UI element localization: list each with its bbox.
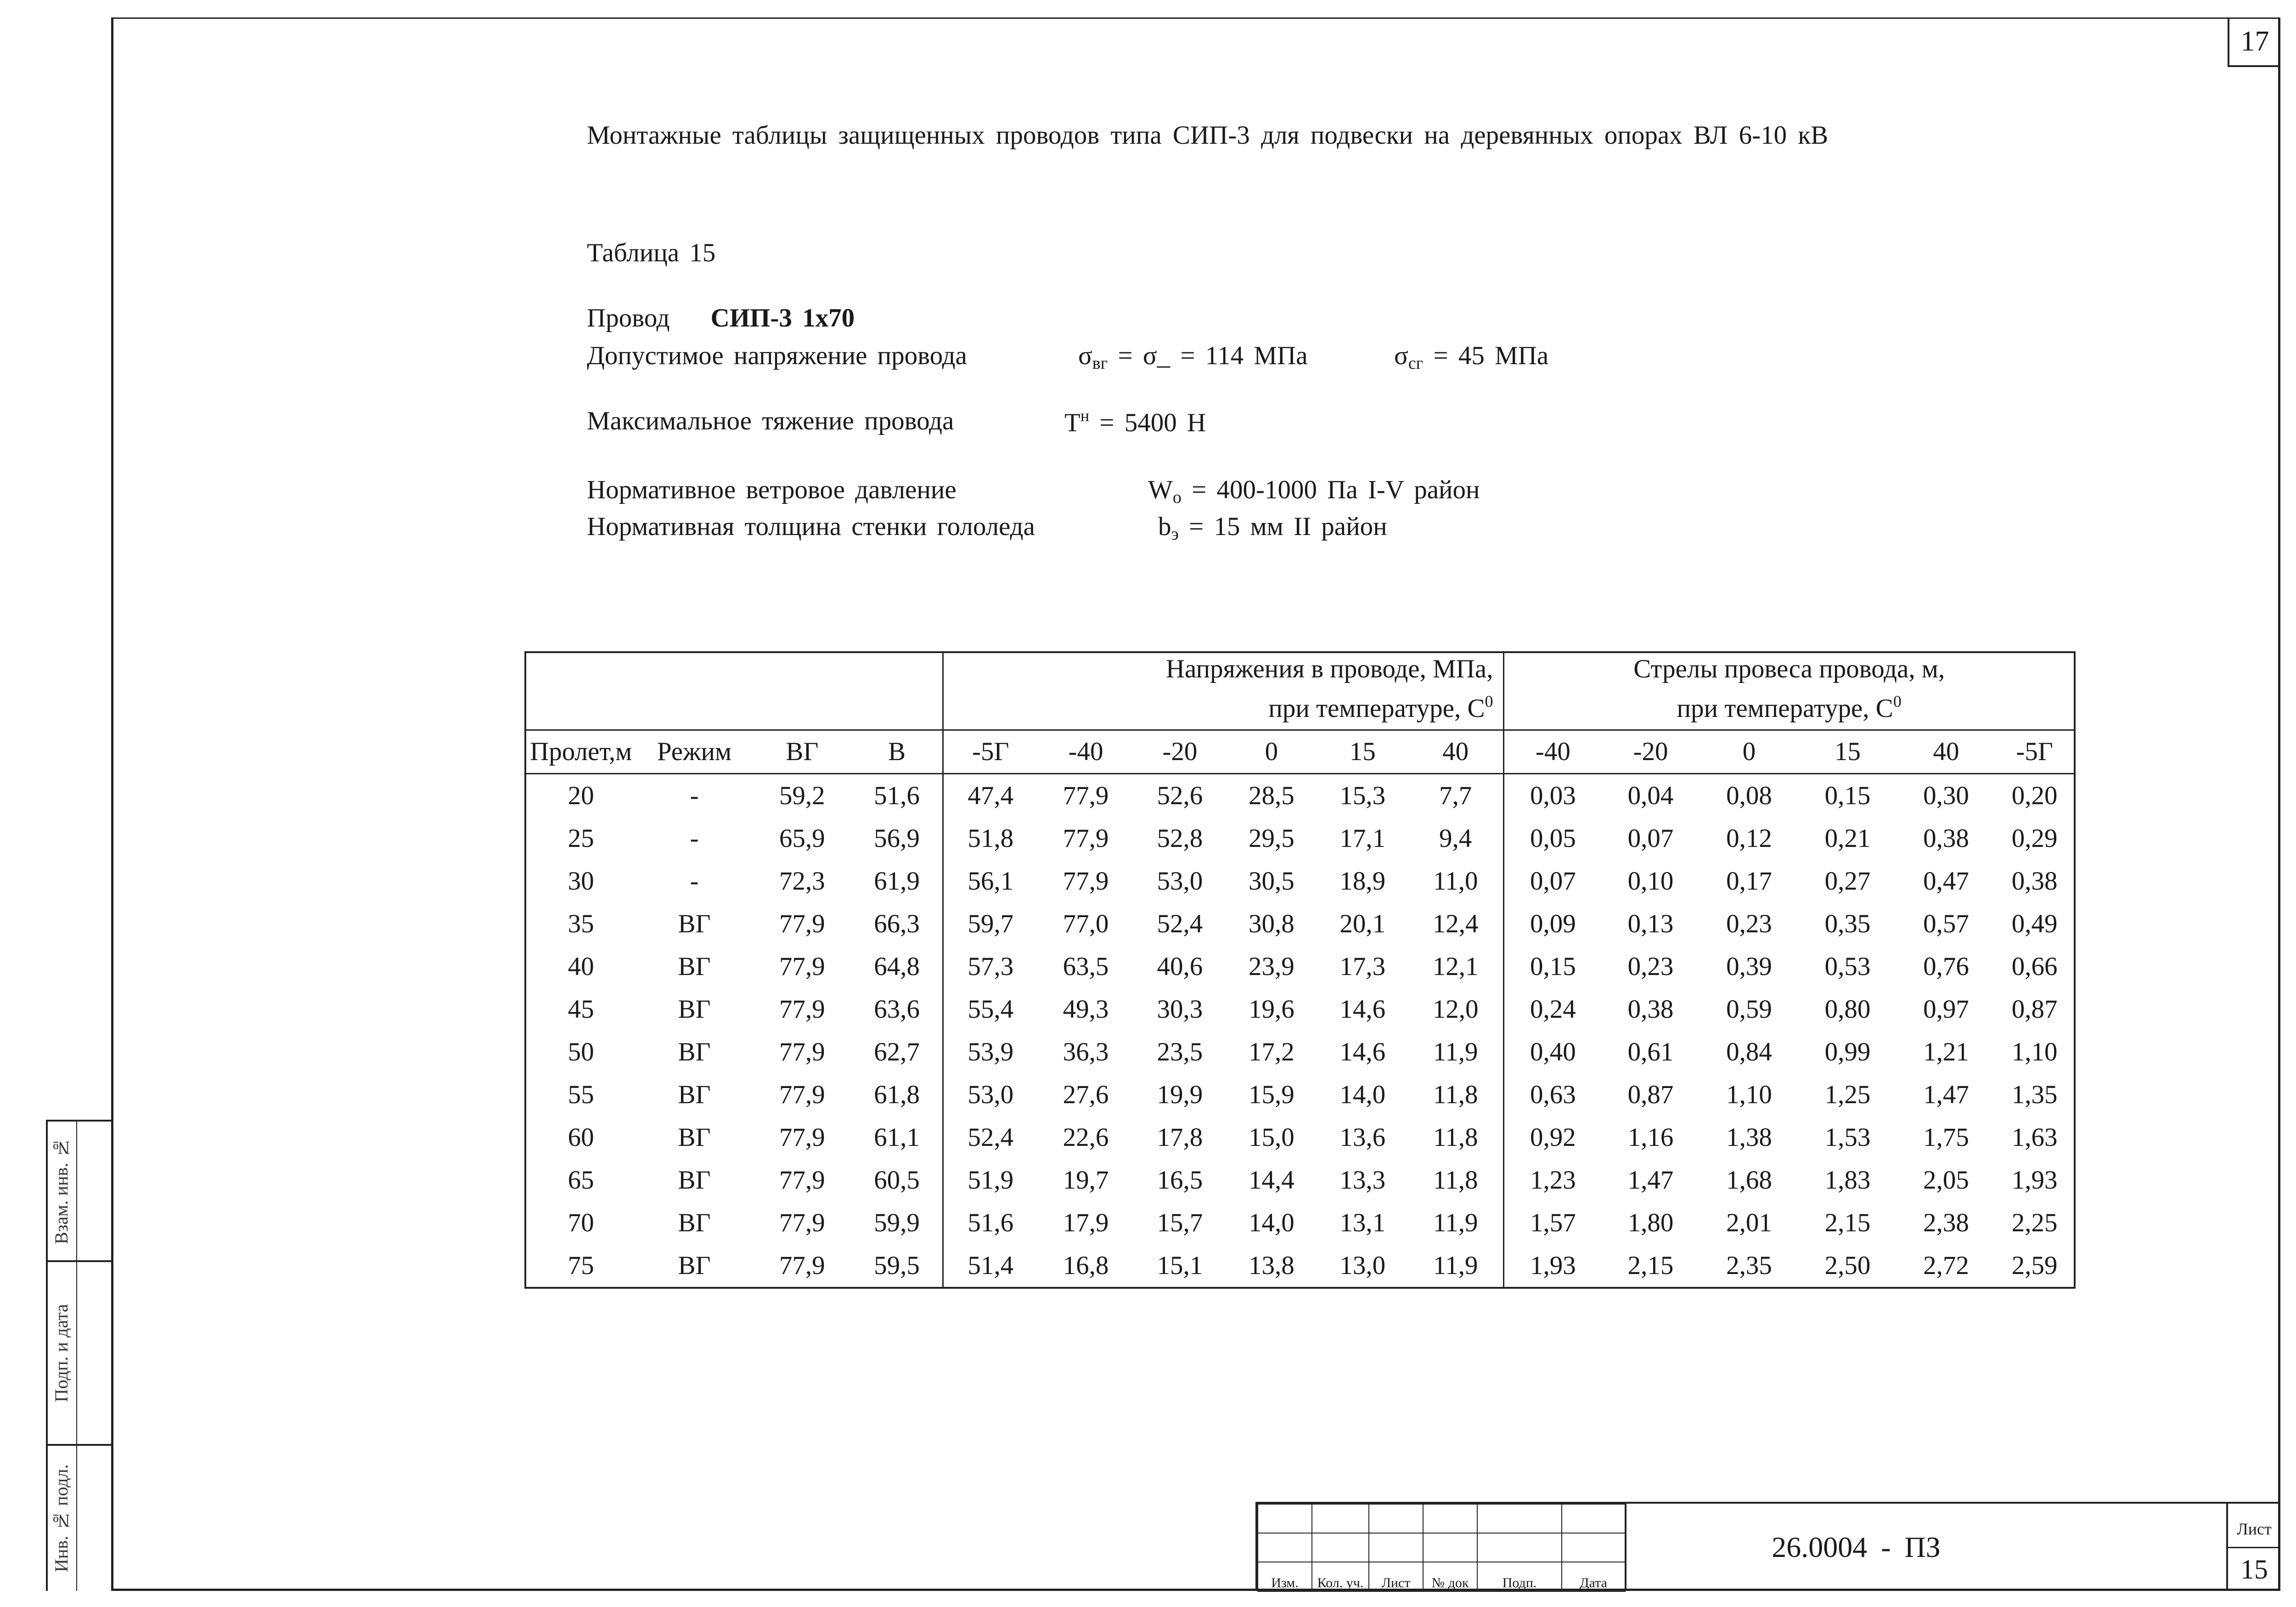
table-cell: 51,6 [943,1201,1038,1244]
col-mode-header: Режим [636,730,753,774]
table-cell: 1,75 [1923,1122,1969,1152]
table-cell: 0,63 [1504,1073,1601,1116]
table-cell: 66,3 [874,909,920,938]
table-cell: 27,6 [1063,1080,1109,1109]
table-cell: 2,59 [2011,1251,2058,1280]
table-cell: 59,7 [943,902,1038,945]
rev-col-ndok: № док [1423,1562,1477,1591]
table-row [525,1031,2075,1073]
table-cell: 30 [568,866,594,896]
table-cell: 1,16 [1627,1122,1674,1152]
col-sag-m5g-header: -5Г [1995,730,2075,774]
col-span-header: Пролет,м [525,730,636,774]
table-cell: 15,7 [1157,1208,1203,1237]
table-cell: 12,1 [1432,952,1479,981]
table-cell: 0,35 [1824,909,1871,938]
table-cell: 25 [568,823,594,853]
col-sag-0-header: 0 [1700,730,1798,774]
table-cell: 77,9 [779,1165,825,1195]
col-stress-40-header: 40 [1408,730,1504,774]
inv-podl-label: Инв. № подл. [51,1464,72,1573]
table-cell: 0,92 [1504,1116,1601,1159]
table-cell: 0,80 [1824,994,1871,1024]
table-row [525,902,2075,945]
table-row [525,1073,2075,1116]
table-cell: ВГ [678,1080,711,1109]
table-cell: 55,4 [943,988,1038,1031]
table-cell: ВГ [678,1208,711,1237]
table-cell: 9,4 [1439,823,1472,853]
col-stress-15-header: 15 [1317,730,1408,774]
podp-data-label: Подп. и дата [51,1304,72,1402]
table-cell: 0,59 [1726,994,1772,1024]
table-cell: 11,9 [1433,1208,1478,1237]
wind-line [587,475,1480,507]
table-cell: 77,9 [779,1208,825,1237]
revision-grid [1257,1504,1626,1592]
rev-col-list: Лист [1369,1562,1423,1591]
table-cell: 0,27 [1824,866,1871,896]
wind-label: Нормативное ветровое давление [587,475,957,504]
table-cell: 20,1 [1339,909,1386,938]
table-cell: 0,20 [2011,781,2058,810]
table-cell: 12,0 [1432,994,1479,1024]
table-cell: 11,8 [1433,1080,1478,1109]
table-cell: 2,50 [1824,1251,1871,1280]
col-stress-0-header: 0 [1226,730,1317,774]
table-cell: 57,3 [943,945,1038,988]
table-cell: 0,87 [2011,994,2058,1024]
table-row [525,773,2075,817]
wire-line [587,303,855,333]
table-cell: ВГ [678,1165,711,1195]
document-title: Монтажные таблицы защищенных проводов типа СИП-3 для подвески на деревянных опорах ВЛ 6-10 кВ [587,121,1829,150]
table-cell: 16,8 [1063,1251,1109,1280]
table-cell: 12,4 [1432,909,1479,938]
table-cell: 14,0 [1248,1208,1294,1237]
table-cell: 64,8 [874,952,920,981]
table-cell: 2,72 [1923,1251,1969,1280]
table-cell: ВГ [678,1251,711,1280]
table-cell: 11,8 [1433,1165,1478,1195]
table-cell: 1,93 [1504,1244,1601,1287]
table-cell: 15,3 [1339,781,1386,810]
table-cell: 2,35 [1726,1251,1772,1280]
table-cell: 51,4 [943,1244,1038,1287]
sheet-box [2226,1504,2280,1591]
table-cell: ВГ [678,1122,711,1152]
table-cell: 30,8 [1248,909,1294,938]
table-cell: 0,49 [2011,909,2058,938]
table-cell: 0,39 [1726,952,1772,981]
table-cell: 52,4 [943,1116,1038,1159]
table-cell: 0,53 [1824,952,1871,981]
table-cell: 77,9 [1063,781,1109,810]
table-cell: 11,9 [1433,1037,1478,1066]
side-stamp [46,1120,111,1591]
col-sag-15-header: 15 [1798,730,1896,774]
table-cell: ВГ [678,1037,711,1066]
table-cell: 17,2 [1248,1037,1294,1066]
table-cell: 0,10 [1627,866,1674,896]
table-cell: 0,07 [1627,823,1674,853]
table-cell: 0,13 [1627,909,1674,938]
table-cell: 29,5 [1248,823,1294,853]
table-cell: 45 [568,994,594,1024]
table-cell: 77,9 [1063,823,1109,853]
max-tension-line [587,406,1206,437]
col-vg-header: ВГ [753,730,851,774]
table-cell: 36,3 [1063,1037,1109,1066]
table-cell: 62,7 [874,1037,920,1066]
table-cell: 0,66 [2011,952,2058,981]
table-cell: 51,9 [943,1159,1038,1201]
table-cell: 2,25 [2011,1208,2058,1237]
col-sag-m40-header: -40 [1504,730,1601,774]
wind-value: $W_o = 400-1000$ Па I-V район [1148,475,1480,507]
table-cell: 0,47 [1923,866,1969,896]
col-sag-m20-header: -20 [1601,730,1699,774]
table-cell: 61,9 [874,866,920,896]
table-cell: 23,9 [1248,952,1294,981]
table-cell: 1,23 [1504,1159,1601,1201]
table-cell: 2,38 [1923,1208,1969,1237]
table-cell: 13,6 [1339,1122,1386,1152]
table-cell: 52,6 [1157,781,1203,810]
table-cell: 61,8 [874,1080,920,1109]
table-cell: ВГ [678,909,711,938]
table-cell: 1,47 [1627,1165,1674,1195]
table-cell: 14,4 [1248,1165,1294,1195]
table-cell: 75 [568,1251,594,1280]
table-cell: 15,1 [1157,1251,1203,1280]
allowable-stress-line [587,341,1549,373]
table-cell: 53,0 [1157,866,1203,896]
table-cell: 52,8 [1157,823,1203,853]
table-cell: 0,84 [1726,1037,1772,1066]
table-cell: 1,21 [1923,1037,1969,1066]
table-cell: 0,97 [1923,994,1969,1024]
table-cell: 0,40 [1504,1031,1601,1073]
table-row [525,1244,2075,1287]
table-cell: 70 [568,1208,594,1237]
sigma-vg: $\sigma_{вг}$ = σ_ = 114 МПа [1078,341,1308,373]
table-cell: 0,38 [1923,823,1969,853]
table-cell: 11,9 [1433,1251,1478,1280]
sigma-sg: $\sigma_{сг} = 45$ МПа [1394,341,1549,373]
table-cell: 0,23 [1726,909,1772,938]
table-cell: 0,24 [1504,988,1601,1031]
sheet-number: 15 [2240,1554,2268,1584]
table-cell: 0,76 [1923,952,1969,981]
table-cell: 35 [568,909,594,938]
table-cell: 77,9 [779,952,825,981]
table-cell: 51,6 [874,781,920,810]
table-cell: 7,7 [1439,781,1472,810]
table-cell: 77,9 [779,1122,825,1152]
table-row [525,1159,2075,1201]
table-cell: - [690,866,699,896]
table-row [525,817,2075,860]
table-cell: 63,5 [1063,952,1109,981]
table-cell: 77,9 [779,1080,825,1109]
table-cell: 72,3 [779,866,825,896]
table-row [525,988,2075,1031]
rev-col-data: Дата [1562,1562,1625,1591]
table-cell: - [690,781,699,810]
col-stress-m20-header: -20 [1134,730,1226,774]
table-cell: 0,12 [1726,823,1772,853]
table-cell: 0,57 [1923,909,1969,938]
table-cell: 56,1 [943,860,1038,902]
wire-name: СИП-3 1х70 [710,304,855,333]
table-cell: 0,07 [1504,860,1601,902]
wire-label: Провод [587,304,670,333]
table-cell: 0,15 [1824,781,1871,810]
table-cell: 77,9 [779,994,825,1024]
table-cell: 47,4 [943,773,1038,817]
table-cell: 56,9 [874,823,920,853]
table-cell: 1,93 [2011,1165,2058,1195]
table-cell: 0,61 [1627,1037,1674,1066]
max-tension-value: $Т^н = 5400$ Н [1064,406,1206,437]
table-cell: 59,2 [779,781,825,810]
table-cell: - [690,823,699,853]
rev-col-izm: Изм. [1258,1562,1312,1591]
col-v-header: В [851,730,943,774]
table-cell: 0,30 [1923,781,1969,810]
table-cell: 1,10 [2011,1037,2058,1066]
table-cell: 1,83 [1824,1165,1871,1195]
table-cell: 49,3 [1063,994,1109,1024]
table-cell: 2,05 [1923,1165,1969,1195]
stress-group-header: Напряжения в проводе, МПа, при температуре, $С^0$ [943,652,1504,730]
table-cell: 60,5 [874,1165,920,1195]
table-cell: 0,38 [1627,994,1674,1024]
table-cell: 16,5 [1157,1165,1203,1195]
table-cell: 11,8 [1433,1122,1478,1152]
table-cell: 13,0 [1339,1251,1386,1280]
table-row [525,1116,2075,1159]
table-cell: 1,35 [2011,1080,2058,1109]
table-cell: 60 [568,1122,594,1152]
table-cell: 19,7 [1063,1165,1109,1195]
table-cell: 2,15 [1627,1251,1674,1280]
table-row [525,860,2075,902]
col-sag-40-header: 40 [1897,730,1995,774]
table-cell: 17,1 [1339,823,1386,853]
table-cell: 2,15 [1824,1208,1871,1237]
table-cell: 0,08 [1726,781,1772,810]
table-cell: 17,8 [1157,1122,1203,1152]
table-cell: 40,6 [1157,952,1203,981]
table-cell: 65 [568,1165,594,1195]
sag-group-header: Стрелы провеса провода, м, при температуре, $С^0$ [1504,652,2075,730]
table-cell: 0,21 [1824,823,1871,853]
table-cell: 1,63 [2011,1122,2058,1152]
max-tension-label: Максимальное тяжение провода [587,406,954,435]
table-cell: 0,15 [1504,945,1601,988]
table-cell: 28,5 [1248,781,1294,810]
table-row [525,1201,2075,1244]
table-cell: 0,38 [2011,866,2058,896]
rev-col-kol-uch: Кол. уч. [1312,1562,1369,1591]
table-cell: 18,9 [1339,866,1386,896]
allowable-label: Допустимое напряжение провода [587,341,967,370]
col-stress-m40-header: -40 [1037,730,1134,774]
table-cell: 63,6 [874,994,920,1024]
table-cell: 1,57 [1504,1201,1601,1244]
table-cell: 0,04 [1627,781,1674,810]
sheet-label: Лист [2228,1504,2280,1548]
table-cell: 1,68 [1726,1165,1772,1195]
table-cell: 0,29 [2011,823,2058,853]
table-cell: 13,1 [1339,1208,1386,1237]
table-cell: 30,5 [1248,866,1294,896]
table-cell: 0,03 [1504,773,1601,817]
table-cell: 11,0 [1433,866,1478,896]
table-cell: 23,5 [1157,1037,1203,1066]
ice-value: $b_э = 15$ мм II район [1158,512,1387,544]
table-cell: 1,47 [1923,1080,1969,1109]
column-header-row [525,730,2075,774]
table-cell: 19,9 [1157,1080,1203,1109]
table-cell: 77,0 [1063,909,1109,938]
table-cell: 15,0 [1248,1122,1294,1152]
table-cell: ВГ [678,994,711,1024]
vzam-inv-label: Взам. инв. № [51,1137,72,1245]
table-cell: 13,8 [1248,1251,1294,1280]
ice-label: Нормативная толщина стенки гололеда [587,512,1035,541]
table-cell: 1,10 [1726,1080,1772,1109]
table-cell: 0,23 [1627,952,1674,981]
table-row [525,945,2075,988]
table-cell: 61,1 [874,1122,920,1152]
table-cell: 77,9 [1063,866,1109,896]
col-stress-m5g-header: -5Г [943,730,1038,774]
table-cell: 14,6 [1339,1037,1386,1066]
table-cell: 53,0 [943,1073,1038,1116]
table-cell: 0,05 [1504,817,1601,860]
table-cell: 55 [568,1080,594,1109]
table-cell: 14,6 [1339,994,1386,1024]
table-cell: 51,8 [943,817,1038,860]
table-cell: 0,99 [1824,1037,1871,1066]
table-cell: 0,87 [1627,1080,1674,1109]
table-label: Таблица 15 [587,238,716,267]
table-cell: 2,01 [1726,1208,1772,1237]
table-cell: 0,17 [1726,866,1772,896]
document-code: 26.0004 - ПЗ [1625,1504,2086,1591]
corner-sheet-number: 17 [2228,17,2280,67]
ice-line [587,512,1387,544]
table-cell: 1,53 [1824,1122,1871,1152]
title-block [1255,1502,2280,1591]
table-cell: 65,9 [779,823,825,853]
table-cell: 0,09 [1504,902,1601,945]
table-cell: 1,38 [1726,1122,1772,1152]
table-cell: 77,9 [779,1037,825,1066]
table-cell: 50 [568,1037,594,1066]
table-cell: 40 [568,952,594,981]
table-cell: 52,4 [1157,909,1203,938]
table-cell: 17,3 [1339,952,1386,981]
table-cell: 77,9 [779,909,825,938]
table-cell: 1,80 [1627,1208,1674,1237]
table-cell: 59,9 [874,1208,920,1237]
table-cell: 15,9 [1248,1080,1294,1109]
table-cell: 17,9 [1063,1208,1109,1237]
table-cell: 13,3 [1339,1165,1386,1195]
table-cell: 59,5 [874,1251,920,1280]
table-cell: 22,6 [1063,1122,1109,1152]
table-cell: 1,25 [1824,1080,1871,1109]
rev-col-podp: Подп. [1477,1562,1562,1591]
table-cell: 77,9 [779,1251,825,1280]
table-cell: 30,3 [1157,994,1203,1024]
table-cell: 19,6 [1248,994,1294,1024]
table-cell: ВГ [678,952,711,981]
table-cell: 14,0 [1339,1080,1386,1109]
mounting-table [524,651,2076,1289]
table-cell: 53,9 [943,1031,1038,1073]
table-cell: 20 [568,781,594,810]
